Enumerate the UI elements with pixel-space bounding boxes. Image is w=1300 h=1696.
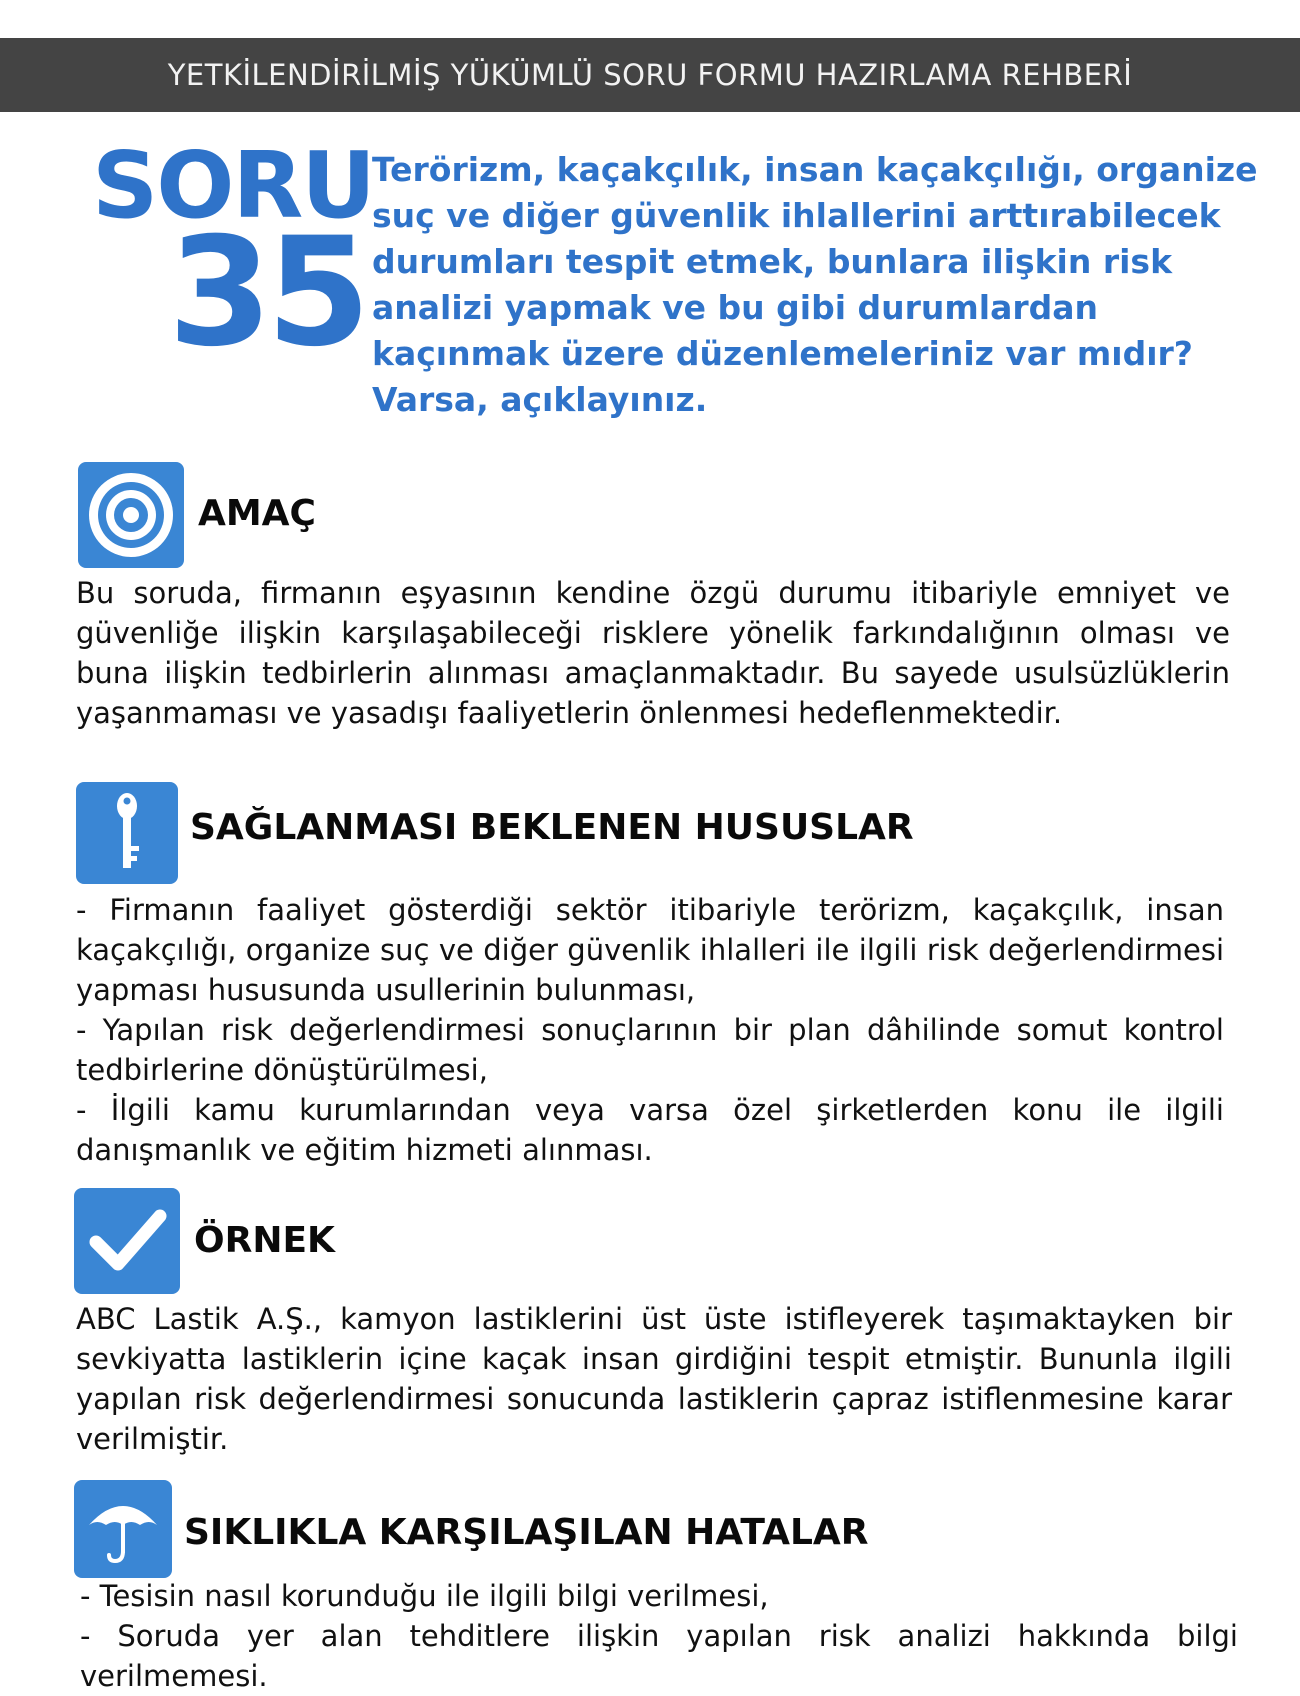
list-item: - Tesisin nasıl korunduğu ile ilgili bilgi verilmesi, (80, 1579, 769, 1613)
ornek-paragraph: ABC Lastik A.Ş., kamyon lastiklerini üst üste istifleyerek taşımaktayken bir sevkiyatta lastiklerin içine kaçak insan girdiğini tespit etmiştir. Bununla ilgili yapılan risk değerlendirmesi sonucunda lastiklerin çapraz istiflenmesine karar verilmiştir. (76, 1302, 1232, 1456)
ornek-text (76, 1299, 1232, 1459)
question-label: SORU (92, 132, 375, 239)
amac-paragraph: Bu soruda, firmanın eşyasının kendine özgü durumu itibariyle emniyet ve güvenliğe ilişkin karşılaşabileceği risklere yönelik farkındalığının olması ve buna ilişkin tedbirlerin alınması amaçlanmaktadır. Bu sayede usulsüzlüklerin yaşanmaması ve yasadışı faaliyetlerin önlenmesi hedeflenmektedir. (76, 576, 1230, 730)
header-title: YETKİLENDİRİLMİŞ YÜKÜMLÜ SORU FORMU HAZIRLAMA REHBERİ (167, 58, 1133, 92)
page-header (0, 38, 1300, 112)
section-title-amac: AMAÇ (198, 493, 316, 534)
list-item: - Firmanın faaliyet gösterdiği sektör itibariyle terörizm, kaçakçılık, insan kaçakçılığı, organize suç ve diğer güvenlik ihlalleri ile ilgili risk değerlendirmesi yapması hususunda usullerinin bulunması, (76, 893, 1224, 1007)
target-icon (78, 462, 184, 568)
saglanmasi-list (76, 890, 1224, 1170)
section-title-saglanmasi: SAĞLANMASI BEKLENEN HUSUSLAR (190, 807, 914, 848)
checkmark-icon (74, 1188, 180, 1294)
amac-text (76, 573, 1230, 773)
hatalar-list (80, 1576, 1238, 1696)
umbrella-icon (74, 1480, 172, 1578)
list-item: - Yapılan risk değerlendirmesi sonuçlarının bir plan dâhilinde somut kontrol tedbirlerine dönüştürülmesi, (76, 1013, 1224, 1087)
list-item: - İlgili kamu kurumlarından veya varsa özel şirketlerden konu ile ilgili danışmanlık ve eğitim hizmeti alınması. (76, 1093, 1224, 1167)
question-number: 35 (168, 206, 365, 380)
key-icon (76, 782, 178, 884)
list-item: - Soruda yer alan tehditlere ilişkin yapılan risk analizi hakkında bilgi verilmemesi. (80, 1619, 1238, 1693)
section-title-hatalar: SIKLIKLA KARŞILAŞILAN HATALAR (184, 1512, 869, 1553)
question-text: Terörizm, kaçakçılık, insan kaçakçılığı, organize suç ve diğer güvenlik ihlallerini arttırabilecek durumları tespit etmek, bunlara ilişkin risk analizi yapmak ve bu gibi durumlardan kaçınmak üzere düzenlemeleriniz var mıdır? Varsa, açıklayınız. (372, 150, 1258, 419)
section-title-ornek: ÖRNEK (194, 1220, 335, 1261)
